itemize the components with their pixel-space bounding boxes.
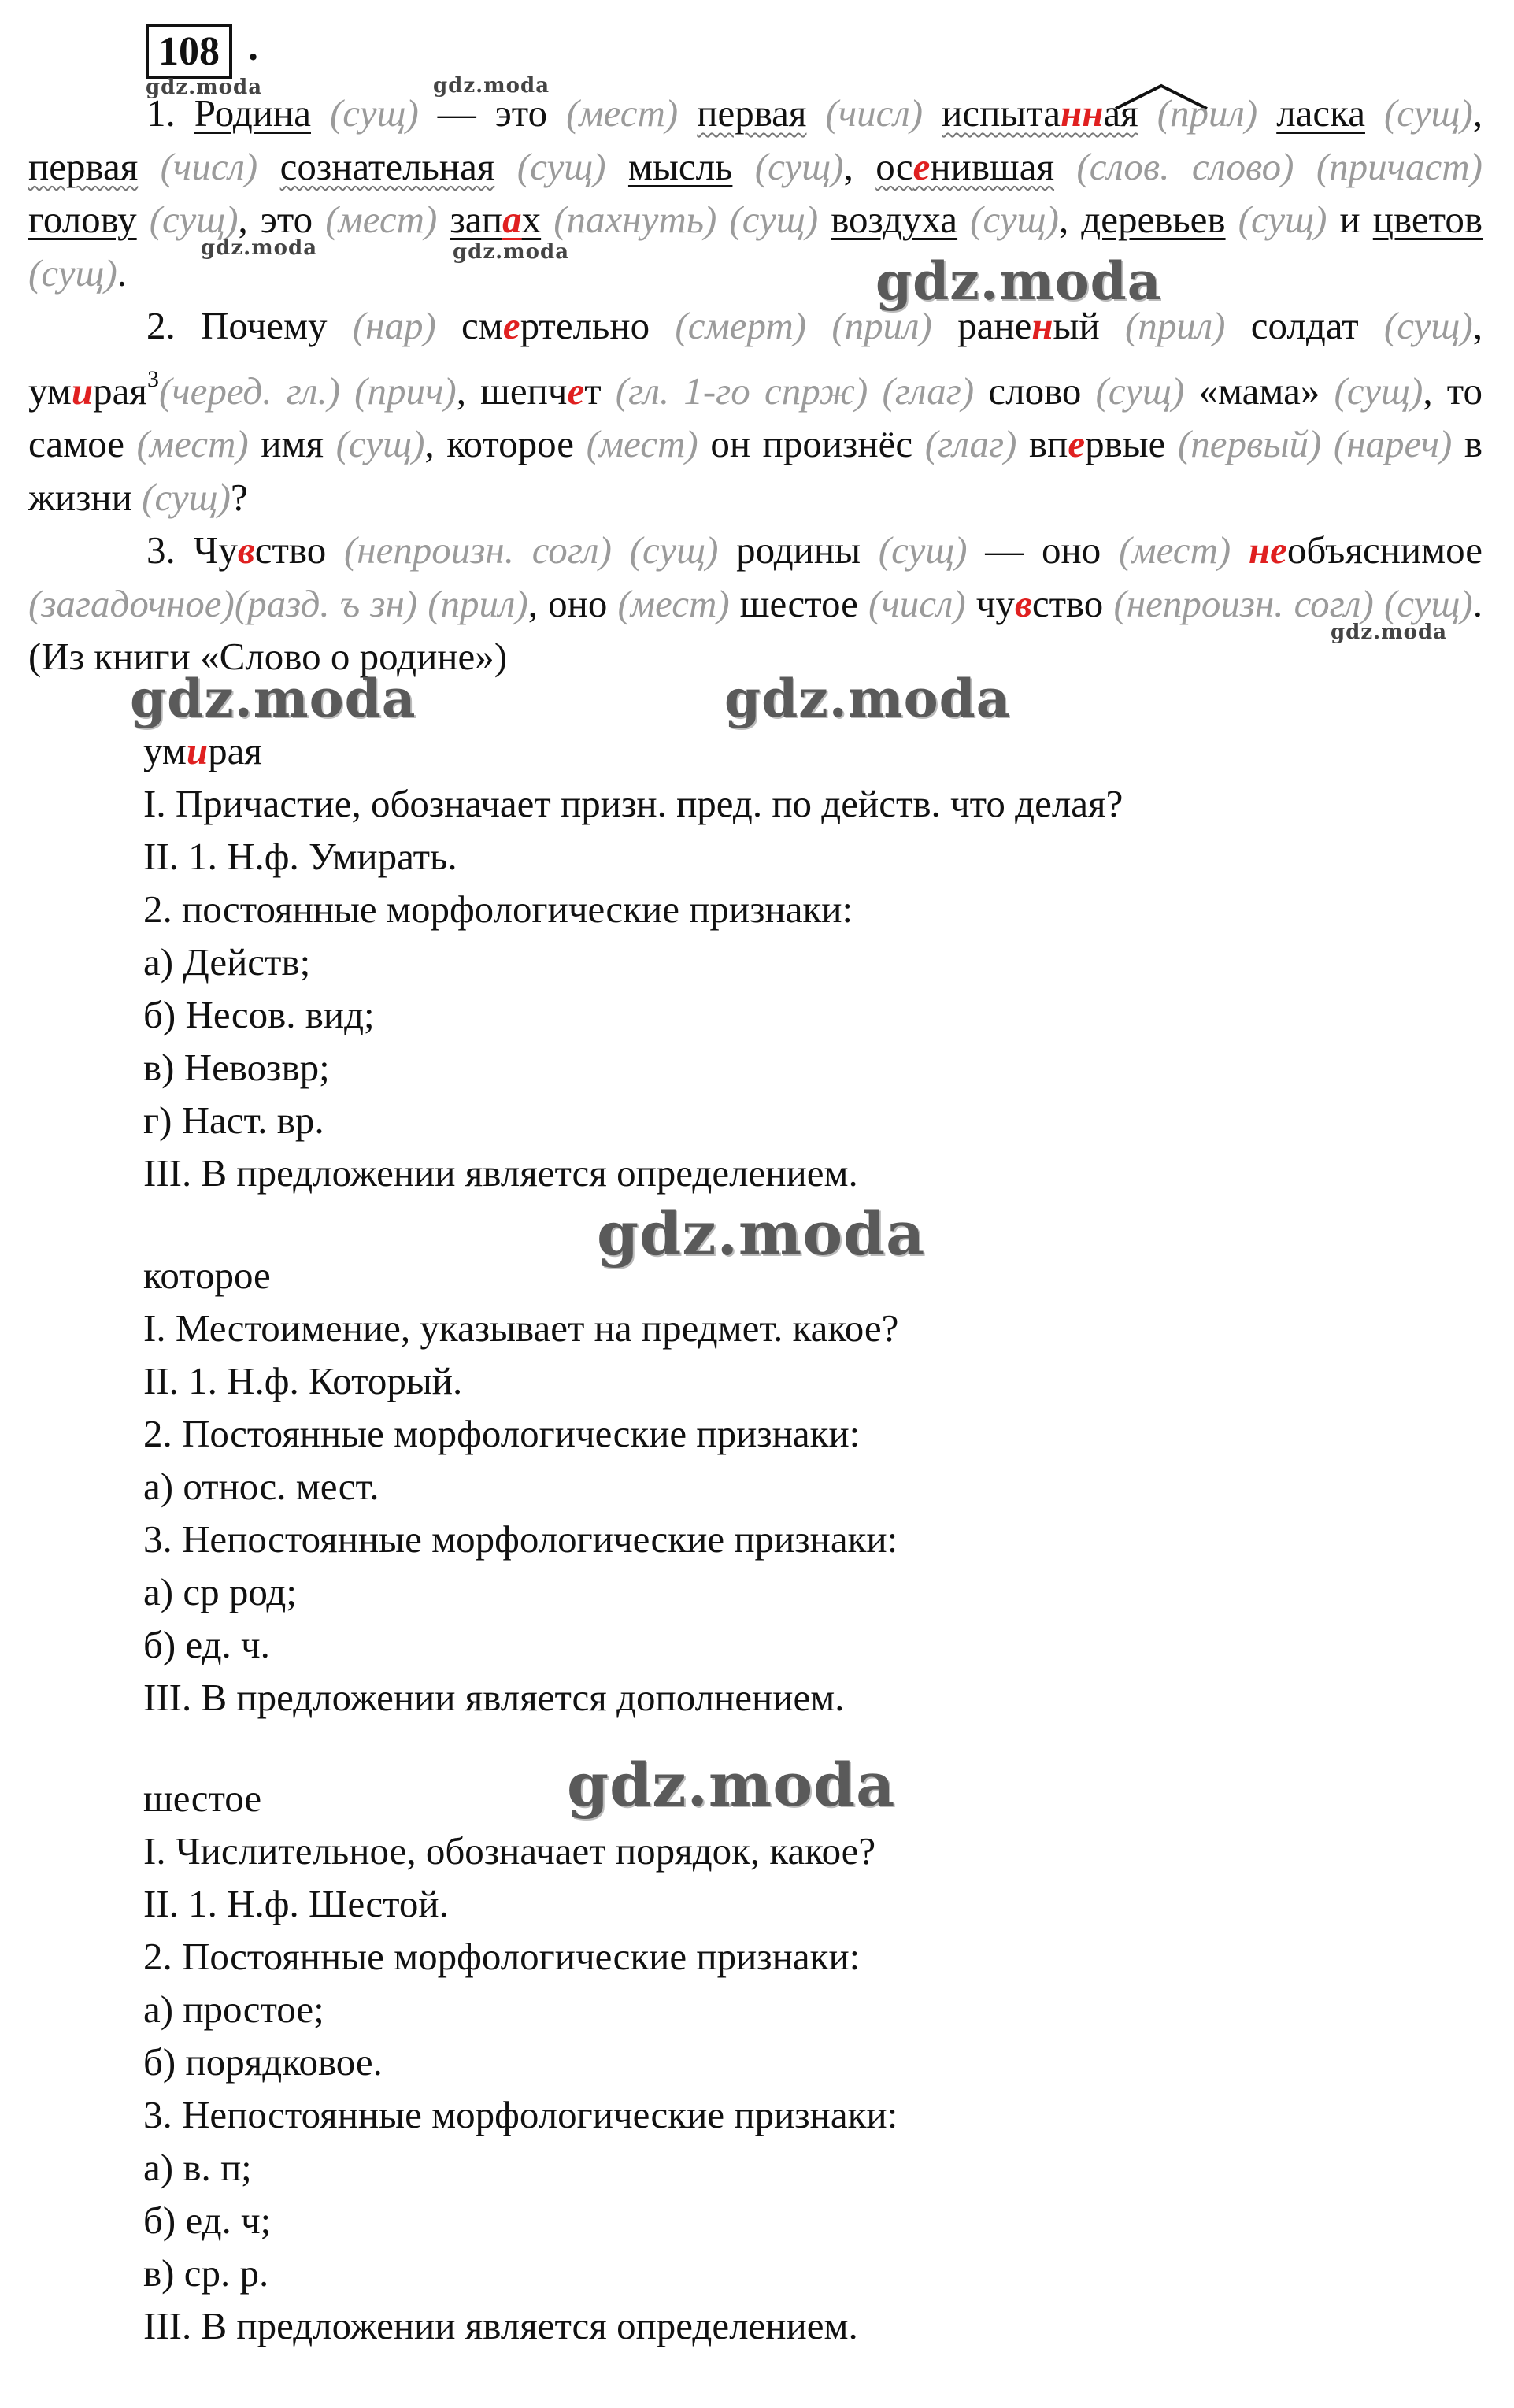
text-segment: 3. Чу: [146, 528, 238, 572]
spelling-letter: е: [502, 304, 520, 347]
text-segment: чу: [965, 581, 1015, 625]
analysis-line: 3. Непостоянные морфологические признаки:: [143, 2093, 898, 2136]
grammar-note: (мест): [136, 422, 249, 465]
grammar-note: (числ): [806, 91, 924, 135]
text-segment: ство: [254, 528, 344, 572]
text-segment: слово: [974, 369, 1096, 413]
spelling-letter: н: [1031, 304, 1053, 347]
analysis-line: 2. Постоянные морфологические признаки:: [143, 1412, 861, 1455]
grammar-note: (сущ): [335, 422, 425, 465]
text-segment: 2. Почему: [146, 304, 353, 347]
text-segment: [257, 145, 279, 188]
text-segment: ртельно: [520, 304, 676, 347]
grammar-note: (сущ): [1334, 369, 1423, 413]
analysis-line: а) относ. мест.: [143, 1465, 379, 1508]
watermark: gdz.moda: [201, 236, 318, 260]
text-segment: ство: [1031, 581, 1114, 625]
analysis-line: III. В предложении является определением.: [143, 1151, 858, 1195]
spelling-letter: и: [186, 729, 209, 772]
text-segment: [818, 198, 831, 241]
text-segment: [606, 145, 628, 188]
text-segment: [437, 198, 450, 241]
grammar-note: (прил): [1138, 91, 1258, 135]
underlined-word: голову: [28, 198, 137, 241]
text-segment: , то самое: [28, 369, 1483, 465]
text-segment: ,: [843, 144, 876, 188]
grammar-note: (сущ): [1383, 304, 1473, 347]
text-segment: рвые: [1085, 422, 1178, 465]
analysis-line: II. 1. Н.ф. Шестой.: [143, 1882, 449, 1925]
grammar-note: (загадочное)(разд. ъ зн) (прил): [28, 581, 528, 625]
underlined-word: цветов: [1372, 198, 1483, 241]
spelling-letter: е: [567, 369, 585, 413]
watermark: gdz.moda: [130, 668, 416, 729]
grammar-note: (числ): [138, 144, 258, 188]
underlined-word: Родина: [194, 91, 311, 135]
analysis-umiraya: [143, 724, 1482, 1199]
text-segment: — это: [418, 91, 567, 135]
grammar-note: (мест): [325, 198, 438, 241]
wavy-underlined-word: первая: [28, 144, 139, 188]
text-segment: ране: [931, 304, 1032, 347]
analysis-line: III. В предложении является дополнением.: [143, 1676, 845, 1719]
grammar-note: (сущ): [1383, 91, 1473, 135]
analysis-line: а) Действ;: [143, 940, 311, 984]
analysis-line: I. Причастие, обозначает призн. пред. по действ. что делая?: [143, 782, 1123, 825]
text-segment: ?: [230, 475, 248, 519]
text-segment: ум: [143, 729, 187, 772]
grammar-note: (гл. 1-го спрж) (глаг): [615, 369, 975, 413]
grammar-note: (сущ): [136, 198, 239, 241]
grammar-note: (непроизн. согл) (сущ): [1113, 581, 1473, 625]
task-number-dot: .: [248, 24, 258, 69]
text-segment: имя: [248, 422, 336, 465]
analysis-line: 2. Постоянные морфологические признаки:: [143, 1935, 861, 1978]
underlined-word: х: [521, 198, 542, 241]
spelling-letter: в: [237, 528, 255, 572]
text-segment: — оно: [967, 528, 1119, 572]
text-segment: .: [117, 250, 128, 295]
watermark: gdz.moda: [146, 76, 263, 99]
grammar-note: (сущ): [732, 144, 844, 188]
watermark: gdz.moda: [1331, 621, 1448, 644]
analysis-shestoe: [143, 1772, 1482, 2352]
wavy-underlined-word: испыта: [942, 91, 1061, 135]
watermark: gdz.moda: [724, 668, 1011, 729]
grammar-note: (мест): [586, 422, 698, 465]
grammar-note: (черед. гл.) (прич): [158, 369, 457, 413]
paragraph-2: [28, 299, 1483, 524]
grammar-note: (сущ): [878, 528, 968, 572]
text-segment: ,: [1058, 198, 1082, 241]
text-segment: [1257, 91, 1276, 135]
underlined-word: мысль: [627, 144, 733, 188]
text-segment: , которое: [424, 422, 587, 465]
analysis-line: б) порядковое.: [143, 2040, 383, 2084]
grammar-note: (прил): [1099, 304, 1226, 347]
task-number: 108: [146, 24, 232, 79]
text-segment: вп: [1016, 422, 1068, 465]
text-segment: [957, 198, 970, 241]
watermark: gdz.moda: [875, 250, 1162, 312]
analysis-kotoroe: [143, 1249, 1482, 1724]
wavy-underlined-word: сознательная: [279, 144, 495, 188]
analysis-line: а) в. п;: [143, 2146, 252, 2189]
text-segment: [923, 91, 942, 135]
grammar-note: (слов. слово) (причаст): [1054, 144, 1483, 188]
analysis-line: I. Местоимение, указывает на предмет. какое?: [143, 1306, 899, 1350]
grammar-note: (мест): [1119, 528, 1231, 572]
grammar-note: (нар): [352, 304, 436, 347]
analysis-word: [143, 724, 1482, 777]
grammar-note: (мест): [617, 581, 730, 625]
analysis-line: б) ед. ч.: [143, 1623, 270, 1666]
text-segment: которое: [143, 1254, 271, 1297]
exercise-text: [28, 87, 1483, 684]
watermark: gdz.moda: [453, 240, 570, 264]
grammar-note: (первый) (нареч): [1177, 422, 1453, 465]
text-segment: объ: [1286, 528, 1346, 572]
text-segment: и: [1327, 198, 1373, 241]
wavy-underlined-word: первая: [697, 91, 807, 135]
watermark: gdz.moda: [567, 1750, 896, 1820]
grammar-note: (числ): [868, 581, 966, 625]
underlined-word: воздуха: [831, 198, 958, 241]
grammar-note: (непроизн. согл) (сущ): [343, 528, 719, 572]
paragraph-3: [28, 524, 1483, 684]
grammar-note: (сущ): [142, 475, 231, 519]
spelling-letter: а: [502, 198, 522, 241]
text-segment: солдат: [1225, 304, 1384, 347]
analysis-line: в) ср. р.: [143, 2251, 269, 2295]
text-segment: шестое: [143, 1776, 262, 1820]
watermark: gdz.moda: [433, 74, 550, 98]
text-segment: [1231, 528, 1249, 572]
analysis-line: б) ед. ч;: [143, 2199, 272, 2242]
spelling-letter: е: [1068, 422, 1086, 465]
grammar-note: (сущ): [970, 198, 1059, 241]
text-segment: яснимое: [1345, 528, 1483, 572]
analysis-line: а) ср род;: [143, 1570, 297, 1613]
text-segment: он произнёс: [698, 422, 925, 465]
wavy-underlined-word: ос: [875, 144, 913, 188]
text-segment: , шепч: [456, 369, 568, 413]
text-segment: , это: [238, 198, 326, 241]
spelling-letter: не: [1248, 528, 1287, 572]
analysis-line: в) Невозвр;: [143, 1046, 330, 1089]
wavy-underlined-word: ая: [1103, 91, 1138, 135]
spelling-letter: в: [1014, 581, 1032, 625]
text-segment: [1365, 91, 1384, 135]
text-segment: см: [435, 304, 503, 347]
superscript: 3: [146, 365, 159, 392]
grammar-note: (сущ): [1095, 369, 1185, 413]
grammar-note: (сущ): [28, 250, 117, 295]
wavy-underlined-word: нившая: [930, 144, 1055, 188]
analysis-line: II. 1. Н.ф. Умирать.: [143, 835, 457, 878]
grammar-note: (мест): [566, 91, 679, 135]
text-segment: родины: [718, 528, 879, 572]
analysis-line: а) простое;: [143, 1988, 324, 2031]
text-segment: [678, 91, 697, 135]
text-segment: , оно: [527, 581, 618, 625]
analysis-line: I. Числительное, обозначает порядок, какое?: [143, 1829, 876, 1873]
paragraph-1: [28, 87, 1483, 299]
analysis-line: 2. постоянные морфологические признаки:: [143, 887, 853, 931]
text-segment: ,: [1472, 91, 1483, 135]
analysis-line: 3. Непостоянные морфологические признаки:: [143, 1517, 898, 1561]
text-segment: рая: [208, 729, 262, 772]
text-segment: . (Из книги «Слово о родине»): [28, 581, 1483, 678]
underlined-word: зап: [450, 198, 503, 241]
text-segment: т: [584, 369, 616, 413]
grammar-note: (сущ): [311, 91, 419, 135]
text-segment: ый: [1053, 304, 1100, 347]
grammar-note: (смерт) (прил): [675, 304, 932, 347]
text-segment: шестое: [729, 581, 869, 625]
analysis-line: г) Наст. вр.: [143, 1098, 324, 1142]
spelling-letter: е: [912, 144, 931, 188]
watermark: gdz.moda: [597, 1198, 926, 1269]
text-segment: «мама»: [1184, 369, 1334, 413]
grammar-note: (глаг): [924, 422, 1017, 465]
text-segment: в жизни: [28, 422, 1483, 519]
spelling-letter: и: [71, 369, 94, 413]
spelling-letter: нн: [1060, 91, 1104, 135]
grammar-note: (сущ): [1225, 198, 1327, 241]
grammar-note: (сущ): [494, 144, 606, 188]
text-segment: , ум: [28, 304, 1483, 413]
text-segment: 1.: [146, 91, 194, 135]
text-segment: рая: [93, 369, 147, 413]
analysis-line: II. 1. Н.ф. Который.: [143, 1359, 463, 1402]
analysis-line: III. В предложении является определением.: [143, 2304, 858, 2347]
grammar-note: (пахнуть) (сущ): [541, 198, 819, 241]
analysis-line: б) Несов. вид;: [143, 993, 375, 1036]
underlined-word: ласка: [1276, 91, 1365, 135]
underlined-word: деревьев: [1081, 198, 1226, 241]
